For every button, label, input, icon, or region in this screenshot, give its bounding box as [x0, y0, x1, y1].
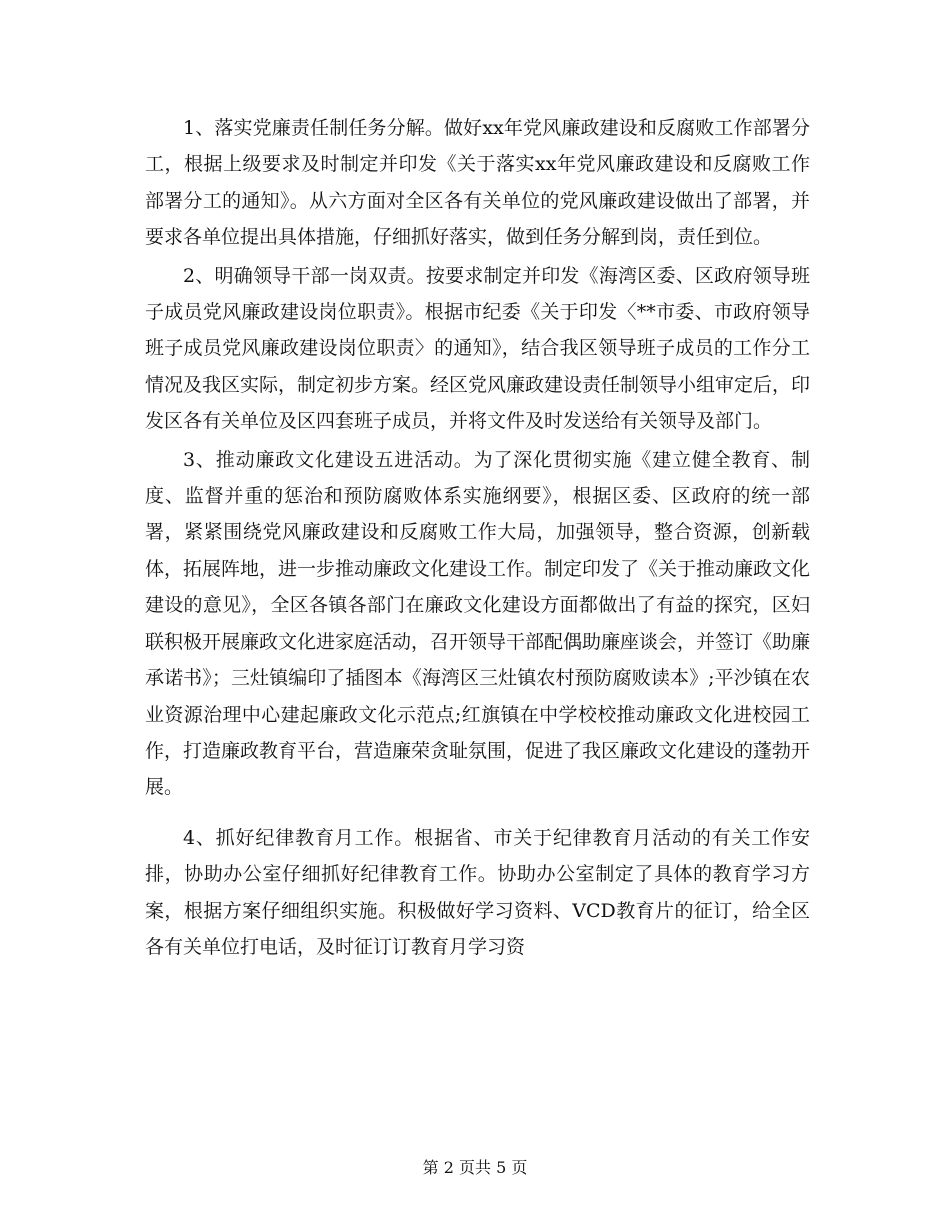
paragraph-4: 4、抓好纪律教育月工作。根据省、市关于纪律教育月活动的有关工作安排，协助办公室仔细抓好纪律教育工作。协助办公室制定了具体的教育学习方案，根据方案仔细组织实施。积极做好学习资料、VCD教育片的征订，给全区各有关单位打电话，及时征订订教育月学习资 — [145, 826, 810, 958]
paragraph-3: 3、推动廉政文化建设五进活动。为了深化贯彻实施《建立健全教育、制度、监督并重的惩治和预防腐败体系实施纲要》，根据区委、区政府的统一部署，紧紧围绕党风廉政建设和反腐败工作大局，加强领导，整合资源，创新载体，拓展阵地，进一步推动廉政文化建设工作。制定印发了《关于推动廉政文化建设的意见》，全区各镇各部门在廉政文化建设方面都做出了有益的探究，区妇联积极开展廉政文化进家庭活动，召开领导干部配偶助廉座谈会，并签订《助廉承诺书》；三灶镇编印了插图本《海湾区三灶镇农村预防腐败读本》;平沙镇在农业资源治理中心建起廉政文化示范点;红旗镇在中学校校推动廉政文化进校园工作，打造廉政教育平台，营造廉荣贪耻氛围，促进了我区廉政文化建设的蓬勃开展。 — [145, 448, 811, 799]
document-body — [145, 110, 810, 967]
page-footer: 第 2 页共 5 页 — [422, 1158, 528, 1177]
paragraph-1: 1、落实党廉责任制任务分解。做好xx年党风廉政建设和反腐败工作部署分工，根据上级要求及时制定并印发《关于落实xx年党风廉政建设和反腐败工作部署分工的通知》。从六方面对全区各有关单位的党风廉政建设做出了部署，并要求各单位提出具体措施，仔细抓好落实，做到任务分解到岗，责任到位。 — [145, 117, 810, 249]
paragraph-2: 2、明确领导干部一岗双责。按要求制定并印发《海湾区委、区政府领导班子成员党风廉政建设岗位职责》。根据市纪委《关于印发〈**市委、市政府领导班子成员党风廉政建设岗位职责〉的通知》，结合我区领导班子成员的工作分工情况及我区实际，制定初步方案。经区党风廉政建设责任制领导小组审定后，印发区各有关单位及区四套班子成员，并将文件及时发送给有关领导及部门。 — [145, 264, 811, 433]
